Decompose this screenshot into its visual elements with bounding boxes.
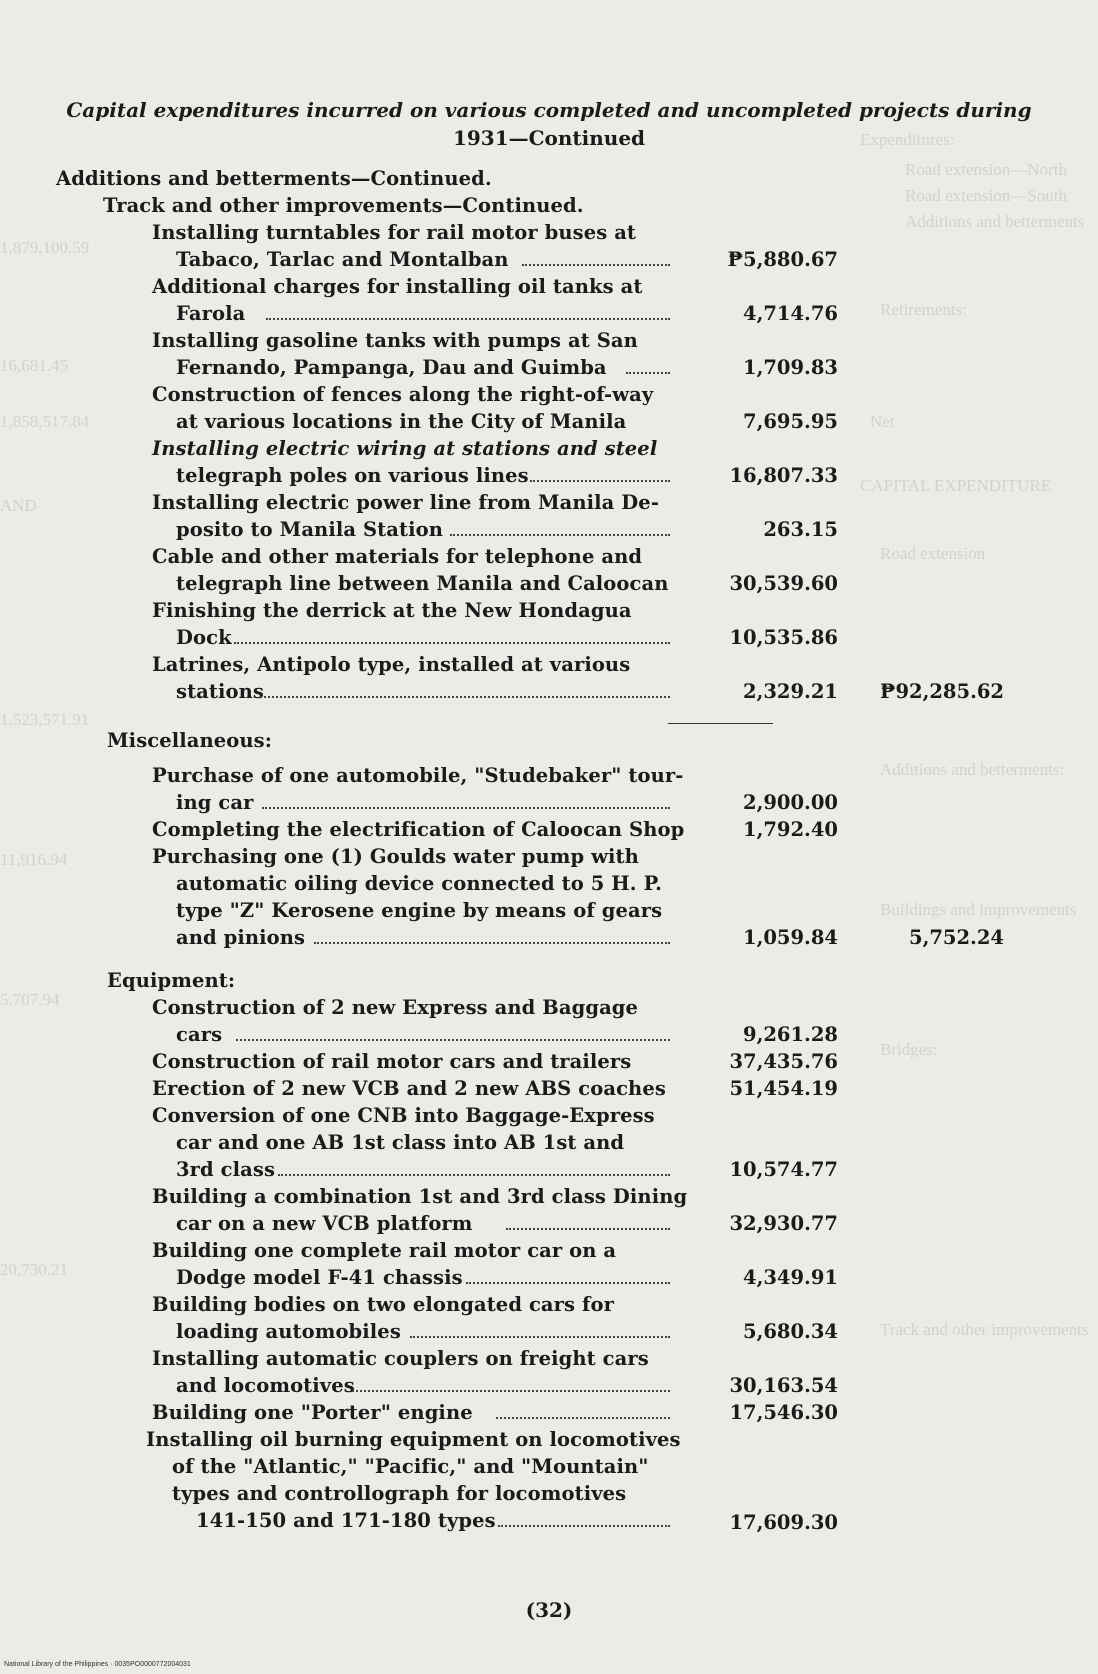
- line-item-text: Additional charges for installing oil tanks at: [152, 275, 643, 298]
- dot-leader: [234, 642, 670, 644]
- line-item-text: Construction of fences along the right-of-way: [152, 383, 654, 406]
- dot-leader: [262, 807, 670, 809]
- line-item-text: Installing electric power line from Manila De-: [152, 491, 660, 514]
- subtotal-amount: ₱92,285.62: [880, 680, 1004, 703]
- line-item-amount: 10,535.86: [729, 626, 838, 649]
- line-item-amount: 2,900.00: [743, 791, 838, 814]
- line-item-text: Tabaco, Tarlac and Montalban: [176, 248, 509, 271]
- dot-leader: [236, 1039, 670, 1041]
- line-item-amount: 17,546.30: [729, 1401, 838, 1424]
- dot-leader: [410, 1336, 670, 1338]
- line-item-text: Installing oil burning equipment on locomotives: [146, 1428, 681, 1451]
- line-item-text: Erection of 2 new VCB and 2 new ABS coaches: [152, 1077, 666, 1100]
- line-item-amount: ₱5,880.67: [727, 248, 838, 271]
- table-title: Capital expenditures incurred on various completed and uncompleted projects during: [66, 98, 1032, 122]
- dot-leader: [496, 1417, 670, 1419]
- line-item-amount: 263.15: [763, 518, 838, 541]
- line-item-text: at various locations in the City of Manila: [176, 410, 627, 433]
- line-item-amount: 37,435.76: [729, 1050, 838, 1073]
- line-item-amount: 17,609.30: [729, 1511, 838, 1534]
- line-item-amount: 4,349.91: [743, 1266, 838, 1289]
- line-item-text: Construction of 2 new Express and Baggage: [152, 996, 639, 1019]
- line-item-text: car on a new VCB platform: [176, 1212, 473, 1235]
- dot-leader: [314, 942, 670, 944]
- line-item-text: Building one "Porter" engine: [152, 1401, 473, 1424]
- line-item-amount: 32,930.77: [729, 1212, 838, 1235]
- subtotal-amount: 5,752.24: [909, 926, 1004, 949]
- line-item-amount: 10,574.77: [729, 1158, 838, 1181]
- table-title-year: 1931—Continued: [452, 126, 646, 150]
- line-item-text: types and controllograph for locomotives: [172, 1482, 627, 1505]
- dot-leader: [506, 1228, 670, 1230]
- line-item-text: Building one complete rail motor car on a: [152, 1239, 617, 1262]
- section-heading-miscellaneous: Miscellaneous:: [107, 729, 273, 752]
- line-item-amount: 5,680.34: [743, 1320, 838, 1343]
- line-item-text: and locomotives: [176, 1374, 355, 1397]
- dot-leader: [260, 696, 670, 698]
- line-item-text: posito to Manila Station: [176, 518, 443, 541]
- line-item-text: type "Z" Kerosene engine by means of gears: [176, 899, 663, 922]
- line-item-text: Completing the electrification of Caloocan Shop: [152, 818, 685, 841]
- line-item-text: Purchasing one (1) Goulds water pump with: [152, 845, 639, 868]
- dot-leader: [466, 1282, 670, 1284]
- line-item-text: Installing gasoline tanks with pumps at San: [152, 329, 638, 352]
- line-item-text: Finishing the derrick at the New Hondagua: [152, 599, 632, 622]
- document-page: Expenditures: Road extension—North Road extension—South Additions and betterments 1,879,100.59 Retirements: 16,681.45 1,858,517.84 Net CAPITAL EXPENDITURE AND Road extension 1,523,571.91 Additions and betterments: 11,916.94 Buildings and improvements 5,707.94 Bridges: 20,730.21 Track and other improvements Capital expenditures incurred on various completed and uncompleted projects during 1931—Continued Additions and betterments—Continued. Track and other improvements—Continued. Installing turntables for rail motor buses at Tabaco, Tarlac and Montalban ₱5,880.67 Additional charges for installing oil tanks at Farola 4,714.76 Installing gasoline tanks with pumps at San Fernando, Pampanga, Dau and Guimba 1,709.83 Construction of fences along the right-of-way at various locations in the City of Manila 7,695.95 Installing electric wiring at stations and steel telegraph poles on various lines 16,807.33 Installing electric power line from Manila De- posito to Manila Station 263.15 Cable and other materials for telephone and telegraph line between Manila and Caloocan 30,539.60 Finishing the derrick at the New Hondagua Dock 10,535.86 Latrines, Antipolo type, installed at various stations 2,329.21 ₱92,285.62 Miscellaneous: Purchase of one automobile, "Studebaker" tour- ing car 2,900.00 Completing the electrification of Caloocan Shop 1,792.40 Purchasing one (1) Goulds water pump with automatic oiling device connected to 5 H. P. type "Z" Kerosene engine by means of gears and pinions 1,059.84 5,752.24 Equipment: Construction of 2 new Express and Baggage cars 9,261.28 Construction of rail motor cars and trailers 37,435.76 Erection of 2 new VCB and 2 new ABS coaches 51,454.19 Conversion of one CNB into Baggage-Express car and one AB 1st class into AB 1st and 3rd class 10,574.77 Building a combination 1st and 3rd class Dining car on a new VCB platform 32,930.77 Building one complete rail motor car on a Dodge model F-41 chassis 4,349.91 Building bodies on two elongated cars for loading automobiles 5,680.34 Installing automatic couplers on freight cars and locomotives 30,163.54 Building one "Porter" engine 17,546.30 Installing oil burning equipment on locomotives of the "Atlantic," "Pacific," and "Mountain" types and controllograph for locomotives 141-150 and 171-180 types 17,609.30 (32) National Library of the Philippines · 0035PO0000772004031: [0, 0, 1098, 1674]
- archive-footer: National Library of the Philippines · 0035PO0000772004031: [4, 1661, 191, 1668]
- line-item-amount: 1,792.40: [743, 818, 838, 841]
- line-item-text: telegraph poles on various lines: [176, 464, 529, 487]
- dot-leader: [530, 480, 670, 482]
- line-item-text: of the "Atlantic," "Pacific," and "Mountain": [172, 1455, 649, 1478]
- dot-leader: [278, 1174, 670, 1176]
- line-item-text: Installing automatic couplers on freight cars: [152, 1347, 649, 1370]
- line-item-text: cars: [176, 1023, 223, 1046]
- section-heading-additions: Additions and betterments—Continued.: [56, 167, 492, 190]
- line-item-text: Dodge model F-41 chassis: [176, 1266, 463, 1289]
- line-item-text: Fernando, Pampanga, Dau and Guimba: [176, 356, 607, 379]
- line-item-amount: 2,329.21: [743, 680, 838, 703]
- line-item-text: Installing turntables for rail motor buses at: [152, 221, 637, 244]
- line-item-text: and pinions: [176, 926, 306, 949]
- subsection-heading-track: Track and other improvements—Continued.: [103, 194, 584, 217]
- line-item-amount: 4,714.76: [743, 302, 838, 325]
- line-item-amount: 1,059.84: [743, 926, 838, 949]
- line-item-text: Construction of rail motor cars and trailers: [152, 1050, 632, 1073]
- line-item-text: Dock: [176, 626, 232, 649]
- line-item-amount: 30,163.54: [729, 1374, 838, 1397]
- line-item-text: Building bodies on two elongated cars for: [152, 1293, 614, 1316]
- line-item-text: 141-150 and 171-180 types: [196, 1509, 496, 1532]
- dot-leader: [498, 1525, 670, 1527]
- dot-leader: [266, 318, 670, 320]
- section-heading-equipment: Equipment:: [107, 969, 236, 992]
- line-item-text: loading automobiles: [176, 1320, 401, 1343]
- line-item-amount: 7,695.95: [743, 410, 838, 433]
- line-item-amount: 16,807.33: [729, 464, 838, 487]
- line-item-amount: 30,539.60: [729, 572, 838, 595]
- line-item-text: Conversion of one CNB into Baggage-Express: [152, 1104, 655, 1127]
- subtotal-rule: [668, 723, 773, 724]
- line-item-amount: 9,261.28: [743, 1023, 838, 1046]
- dot-leader: [450, 534, 670, 536]
- line-item-amount: 1,709.83: [743, 356, 838, 379]
- line-item-text: Purchase of one automobile, "Studebaker" tour-: [152, 764, 684, 787]
- line-item-text: Latrines, Antipolo type, installed at various: [152, 653, 631, 676]
- dot-leader: [626, 372, 670, 374]
- page-number: (32): [525, 1598, 573, 1622]
- line-item-text: car and one AB 1st class into AB 1st and: [176, 1131, 625, 1154]
- line-item-text: stations: [176, 680, 264, 703]
- line-item-text: Installing electric wiring at stations and steel: [152, 437, 658, 460]
- line-item-text: Cable and other materials for telephone and: [152, 545, 643, 568]
- dot-leader: [522, 264, 670, 266]
- line-item-text: Building a combination 1st and 3rd class Dining: [152, 1185, 688, 1208]
- line-item-text: 3rd class: [176, 1158, 276, 1181]
- line-item-text: automatic oiling device connected to 5 H. P.: [176, 872, 662, 895]
- line-item-text: telegraph line between Manila and Caloocan: [176, 572, 669, 595]
- line-item-amount: 51,454.19: [729, 1077, 838, 1100]
- line-item-text: ing car: [176, 791, 254, 814]
- line-item-text: Farola: [176, 302, 246, 325]
- dot-leader: [352, 1390, 670, 1392]
